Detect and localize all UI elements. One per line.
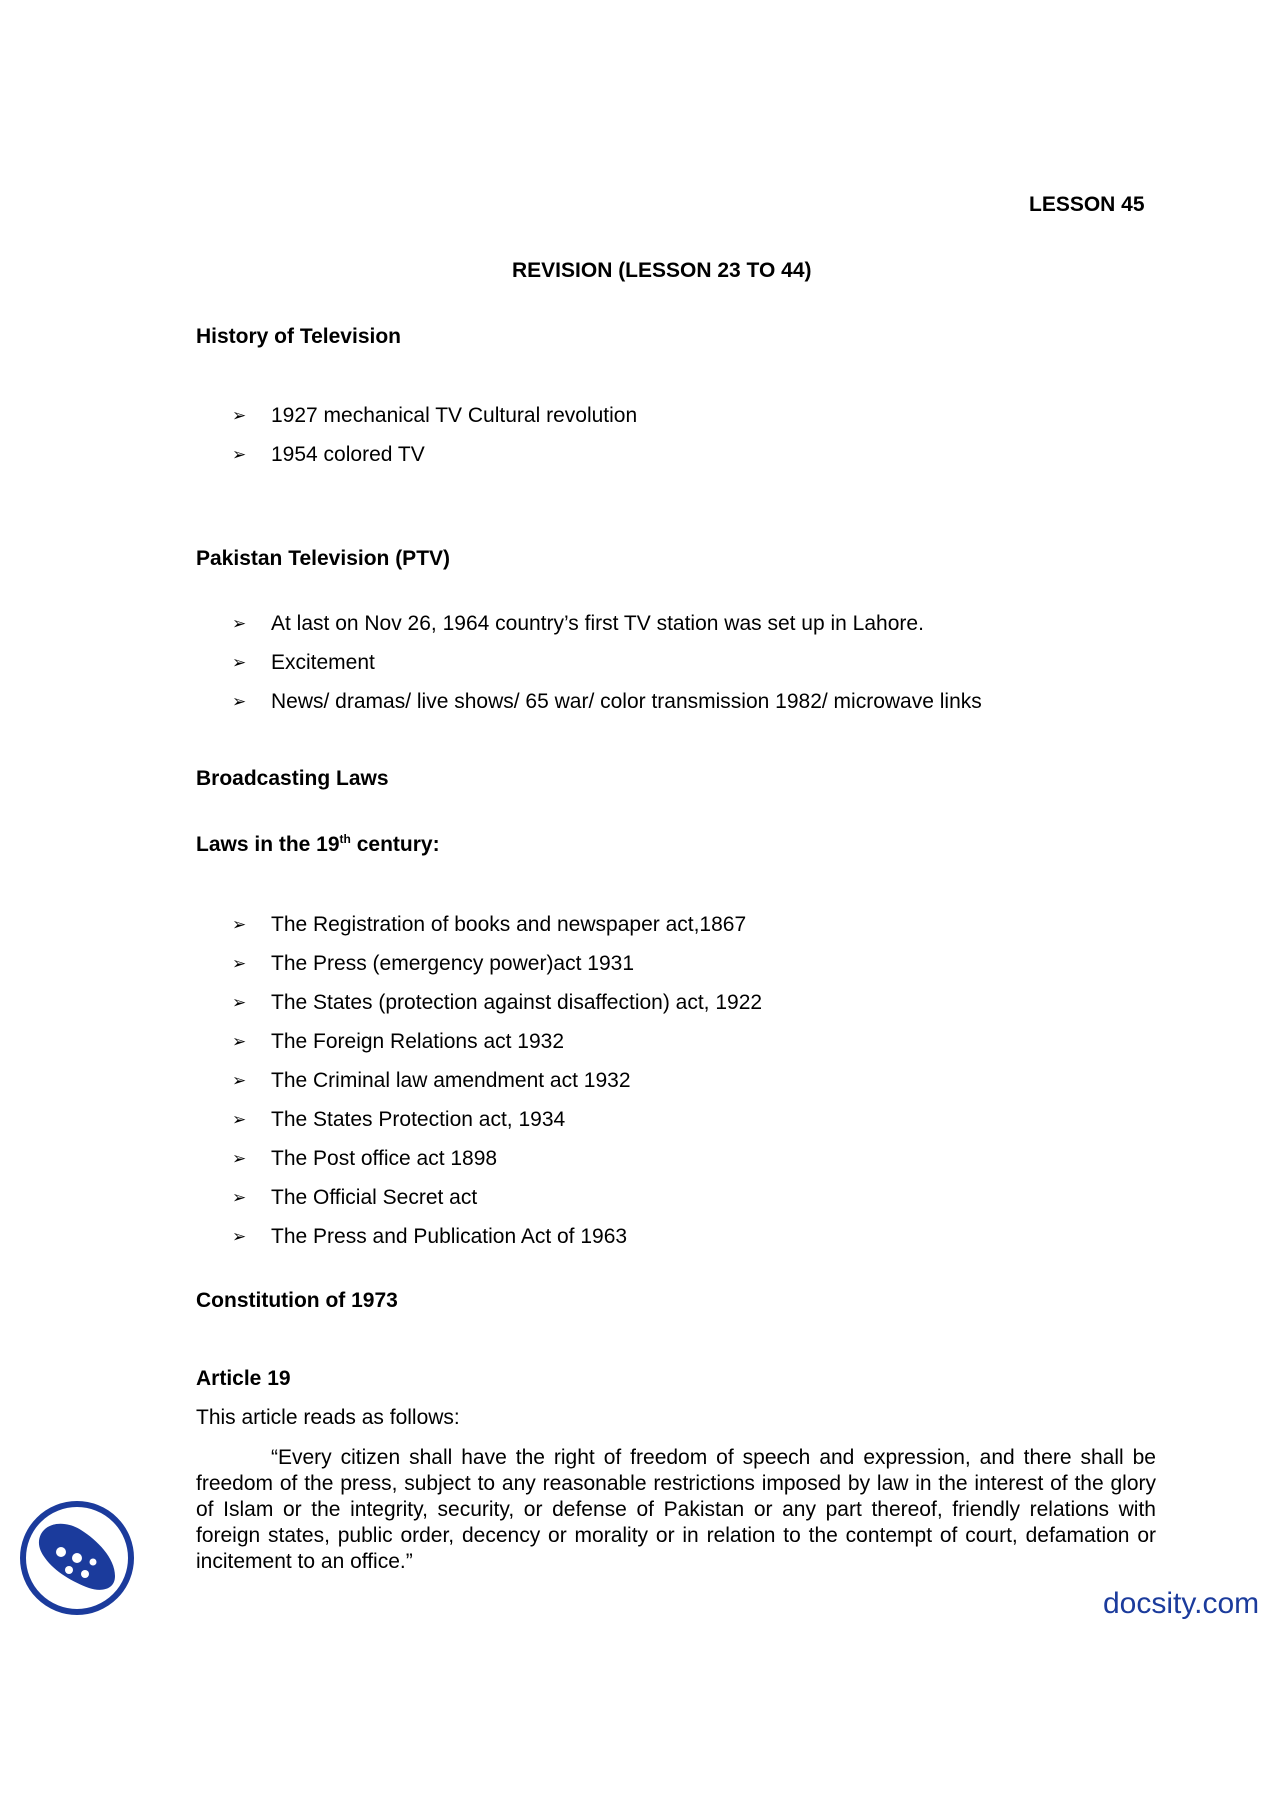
- arrow-bullet-icon: ➢: [232, 1188, 247, 1207]
- list-item: ➢ The Press and Publication Act of 1963: [232, 1217, 762, 1256]
- brand-watermark: docsity.com: [1103, 1587, 1260, 1620]
- arrow-bullet-icon: ➢: [232, 993, 247, 1012]
- list-item: ➢ 1954 colored TV: [232, 435, 637, 474]
- arrow-bullet-icon: ➢: [232, 692, 247, 711]
- list-item: ➢ Excitement: [232, 643, 982, 682]
- arrow-bullet-icon: ➢: [232, 1032, 247, 1051]
- broadcasting-heading: Broadcasting Laws: [196, 767, 389, 790]
- list-item: ➢ The Criminal law amendment act 1932: [232, 1061, 762, 1100]
- laws-list: [232, 905, 762, 1256]
- list-item: ➢ The Registration of books and newspaper act,1867: [232, 905, 762, 944]
- list-item: ➢ 1927 mechanical TV Cultural revolution: [232, 396, 637, 435]
- arrow-bullet-icon: ➢: [232, 445, 247, 464]
- docsity-logo-icon: [19, 1500, 135, 1616]
- history-list: [232, 396, 637, 474]
- arrow-bullet-icon: ➢: [232, 653, 247, 672]
- list-item: ➢ The Official Secret act: [232, 1178, 762, 1217]
- arrow-bullet-icon: ➢: [232, 954, 247, 973]
- ptv-heading: Pakistan Television (PTV): [196, 547, 451, 570]
- list-item: ➢ The Foreign Relations act 1932: [232, 1022, 762, 1061]
- arrow-bullet-icon: ➢: [232, 915, 247, 934]
- article-intro: This article reads as follows:: [196, 1406, 460, 1429]
- list-item: ➢ At last on Nov 26, 1964 country’s first TV station was set up in Lahore.: [232, 604, 982, 643]
- arrow-bullet-icon: ➢: [232, 406, 247, 425]
- arrow-bullet-icon: ➢: [232, 1149, 247, 1168]
- laws-subheading: Laws in the 19th century:: [196, 832, 440, 856]
- list-item: ➢ The States (protection against disaffection) act, 1922: [232, 983, 762, 1022]
- arrow-bullet-icon: ➢: [232, 1227, 247, 1246]
- page-title: REVISION (LESSON 23 TO 44): [512, 259, 812, 282]
- arrow-bullet-icon: ➢: [232, 1071, 247, 1090]
- arrow-bullet-icon: ➢: [232, 1110, 247, 1129]
- list-item: ➢ The Press (emergency power)act 1931: [232, 944, 762, 983]
- lesson-number: LESSON 45: [1029, 193, 1145, 216]
- constitution-heading: Constitution of 1973: [196, 1289, 398, 1312]
- article-heading: Article 19: [196, 1367, 291, 1390]
- list-item: ➢ News/ dramas/ live shows/ 65 war/ color transmission 1982/ microwave links: [232, 682, 982, 721]
- ptv-list: [232, 604, 982, 721]
- arrow-bullet-icon: ➢: [232, 614, 247, 633]
- list-item: ➢ The Post office act 1898: [232, 1139, 762, 1178]
- list-item: ➢ The States Protection act, 1934: [232, 1100, 762, 1139]
- article-quote: “Every citizen shall have the right of freedom of speech and expression, and there shall be freedom of the press, subject to any reasonable restrictions imposed by law in the interest of the glory of Islam or the integrity, security, or defense of Pakistan or any part thereof, friendly relations with foreign states, public order, decency or morality or in relation to the contempt of court, defamation or incitement to an office.”: [196, 1446, 1156, 1573]
- history-heading: History of Television: [196, 325, 401, 348]
